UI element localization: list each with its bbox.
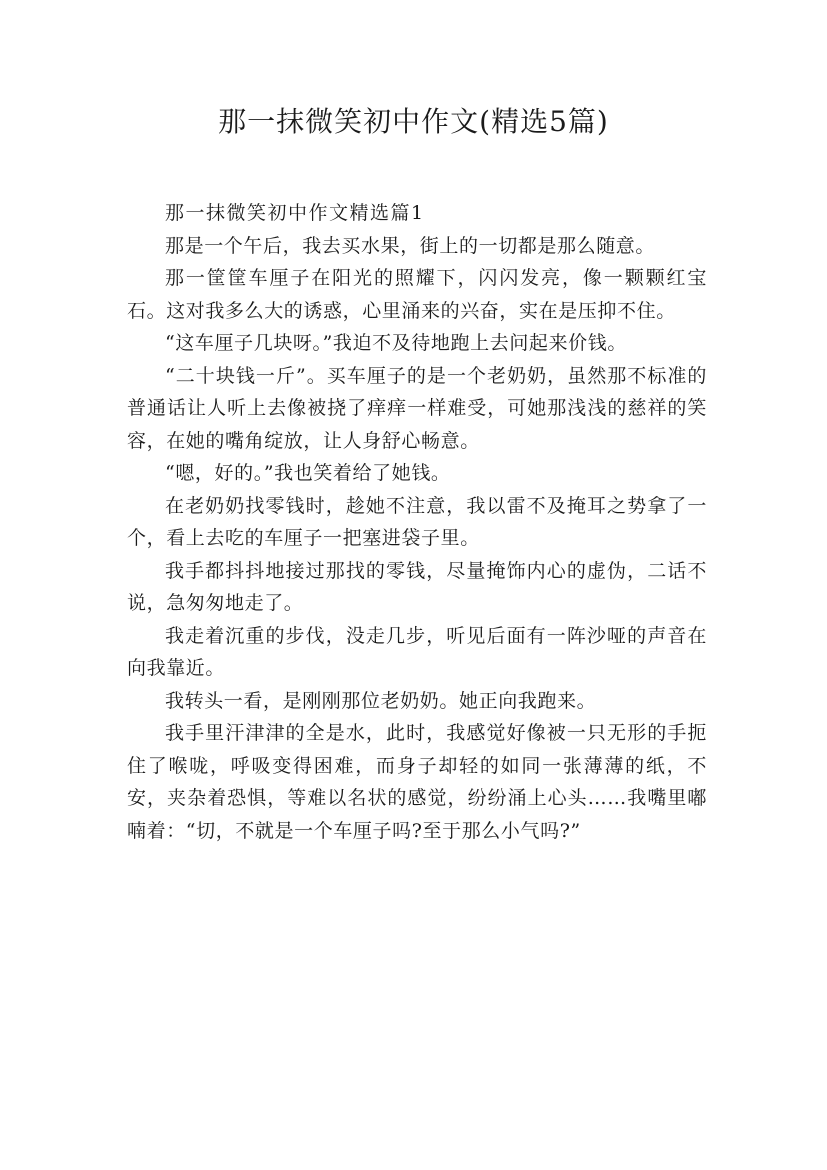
paragraph: “这车厘子几块呀。”我迫不及待地跑上去问起来价钱。: [165, 332, 627, 354]
paragraph: “嗯，好的。”我也笑着给了她钱。: [165, 462, 451, 484]
paragraph: 那是一个午后，我去买水果，街上的一切都是那么随意。: [165, 234, 656, 257]
paragraph: 我转头一看，是刚刚那位老奶奶。她正向我跑来。: [165, 689, 597, 712]
document-body: [127, 197, 707, 847]
paragraph: 我手都抖抖地接过那找的零钱，尽量掩饰内心的虚伪，二话不说，急匆匆地走了。: [127, 559, 707, 614]
paragraph: 那一筐筐车厘子在阳光的照耀下，闪闪发亮，像一颗颗红宝石。这对我多么大的诱惑，心里涌来的兴奋，实在是压抑不住。: [127, 267, 707, 322]
document-title: 那一抹微笑初中作文(精选5篇): [218, 105, 609, 138]
section-heading: 那一抹微笑初中作文精选篇1: [165, 202, 425, 224]
paragraph: 我手里汗津津的全是水，此时，我感觉好像被一只无形的手扼住了喉咙，呼吸变得困难，而身子却轻的如同一张薄薄的纸，不安，夹杂着恐惧，等难以名状的感觉，纷纷涌上心头……我嘴里嘟喃着：“切，不就是一个车厘子吗?至于那么小气吗?”: [127, 722, 707, 842]
paragraph: “二十块钱一斤”。买车厘子的是一个老奶奶，虽然那不标准的普通话让人听上去像被挠了痒痒一样难受，可她那浅浅的慈祥的笑容，在她的嘴角绽放，让人身舒心畅意。: [127, 364, 707, 452]
paragraph: 我走着沉重的步伐，没走几步，听见后面有一阵沙哑的声音在向我靠近。: [127, 624, 707, 679]
paragraph: 在老奶奶找零钱时，趁她不注意，我以雷不及掩耳之势拿了一个，看上去吃的车厘子一把塞进袋子里。: [127, 494, 707, 549]
